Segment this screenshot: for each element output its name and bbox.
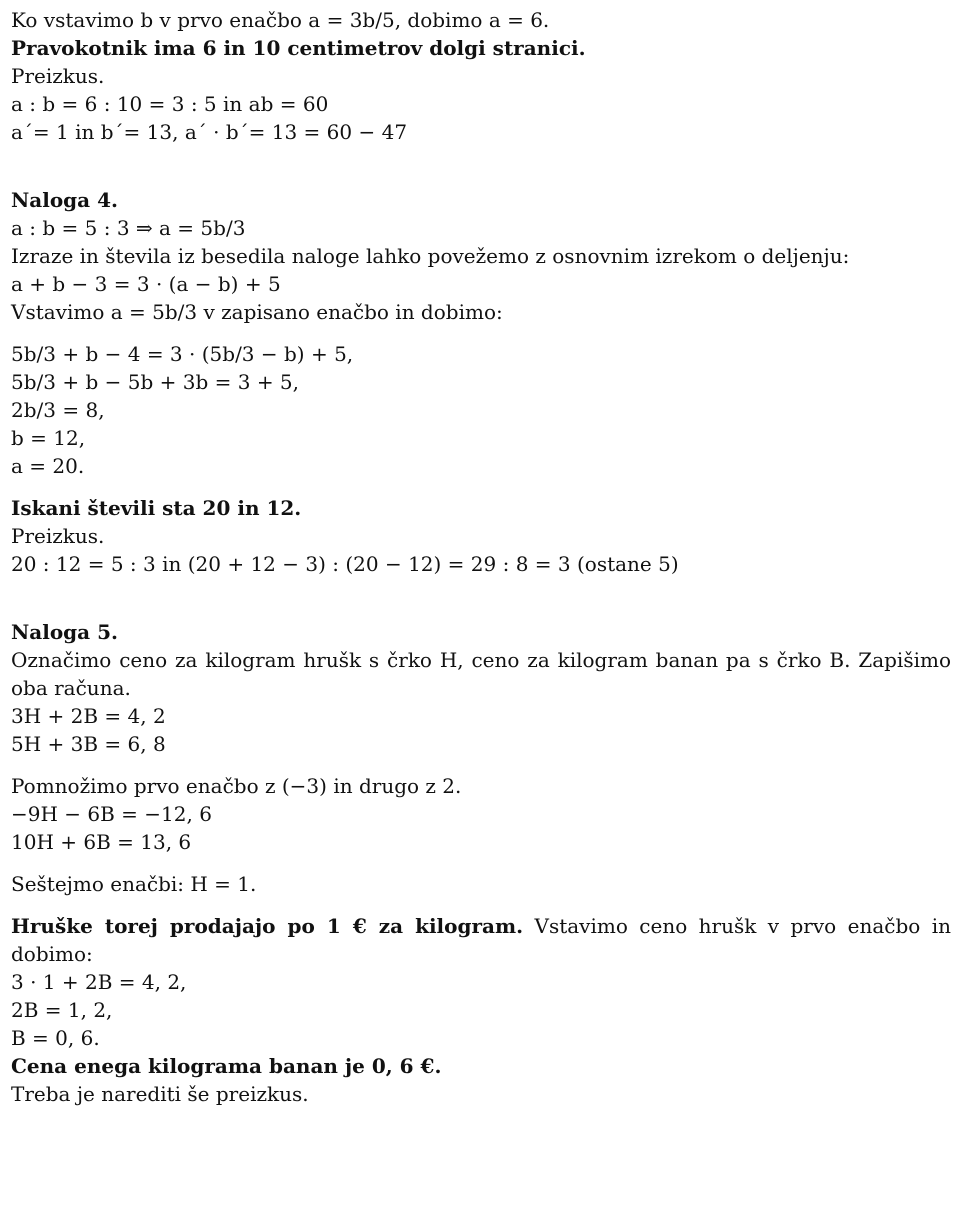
equation-line: a : b = 5 : 3 ⇒ a = 5b/3	[11, 216, 246, 240]
equation-line: a : b = 6 : 10 = 3 : 5 in ab = 60	[11, 92, 329, 116]
text-continuation: Vstavimo ceno hrušk v prvo enačbo in dobimo:	[11, 914, 952, 966]
equation-line: 3H + 2B = 4, 2	[11, 704, 166, 728]
text-line: Preizkus.	[11, 524, 105, 548]
heading-task-5: Naloga 5.	[11, 620, 118, 644]
answer-pears: Hruške torej prodajajo po 1 € za kilogram.	[11, 914, 524, 938]
spacer	[11, 758, 951, 772]
equation-line: 5b/3 + b − 4 = 3 · (5b/3 − b) + 5,	[11, 342, 354, 366]
equation-line: 10H + 6B = 13, 6	[11, 830, 192, 854]
equation-line: a + b − 3 = 3 · (a − b) + 5	[11, 272, 281, 296]
equation-line: b = 12,	[11, 426, 86, 450]
equation-line: −9H − 6B = −12, 6	[11, 802, 212, 826]
answer-numbers: Iskani števili sta 20 in 12.	[11, 496, 302, 520]
equation-line: 5H + 3B = 6, 8	[11, 732, 166, 756]
equation-line: 5b/3 + b − 5b + 3b = 3 + 5,	[11, 370, 300, 394]
spacer	[11, 856, 951, 870]
spacer	[11, 898, 951, 912]
answer-rectangle: Pravokotnik ima 6 in 10 centimetrov dolgi stranici.	[11, 36, 586, 60]
text-line: Seštejmo enačbi: H = 1.	[11, 872, 257, 896]
text-line: Pomnožimo prvo enačbo z (−3) in drugo z 2.	[11, 774, 462, 798]
text-paragraph: Označimo ceno za kilogram hrušk s črko H, ceno za kilogram banan pa s črko B. Zapišimo oba računa.	[11, 648, 951, 700]
spacer	[11, 480, 951, 494]
equation-line: 3 · 1 + 2B = 4, 2,	[11, 970, 187, 994]
text-line: Preizkus.	[11, 64, 105, 88]
text-line: Treba je narediti še preizkus.	[11, 1082, 309, 1106]
text-line: Vstavimo a = 5b/3 v zapisano enačbo in dobimo:	[11, 300, 503, 324]
answer-bananas: Cena enega kilograma banan je 0, 6 €.	[11, 1054, 442, 1078]
equation-line: a = 20.	[11, 454, 85, 478]
equation-line: 2b/3 = 8,	[11, 398, 105, 422]
spacer	[11, 578, 951, 618]
spacer	[11, 326, 951, 340]
heading-task-4: Naloga 4.	[11, 188, 118, 212]
spacer	[11, 146, 951, 186]
equation-line: B = 0, 6.	[11, 1026, 100, 1050]
equation-line: a´= 1 in b´= 13, a´ · b´= 13 = 60 − 47	[11, 120, 408, 144]
text-line: Ko vstavimo b v prvo enačbo a = 3b/5, dobimo a = 6.	[11, 8, 550, 32]
equation-line: 20 : 12 = 5 : 3 in (20 + 12 − 3) : (20 − 12) = 29 : 8 = 3 (ostane 5)	[11, 552, 679, 576]
text-paragraph	[11, 912, 951, 968]
document-page	[11, 6, 951, 1108]
equation-line: 2B = 1, 2,	[11, 998, 113, 1022]
text-line: Izraze in števila iz besedila naloge lahko povežemo z osnovnim izrekom o deljenju:	[11, 244, 850, 268]
